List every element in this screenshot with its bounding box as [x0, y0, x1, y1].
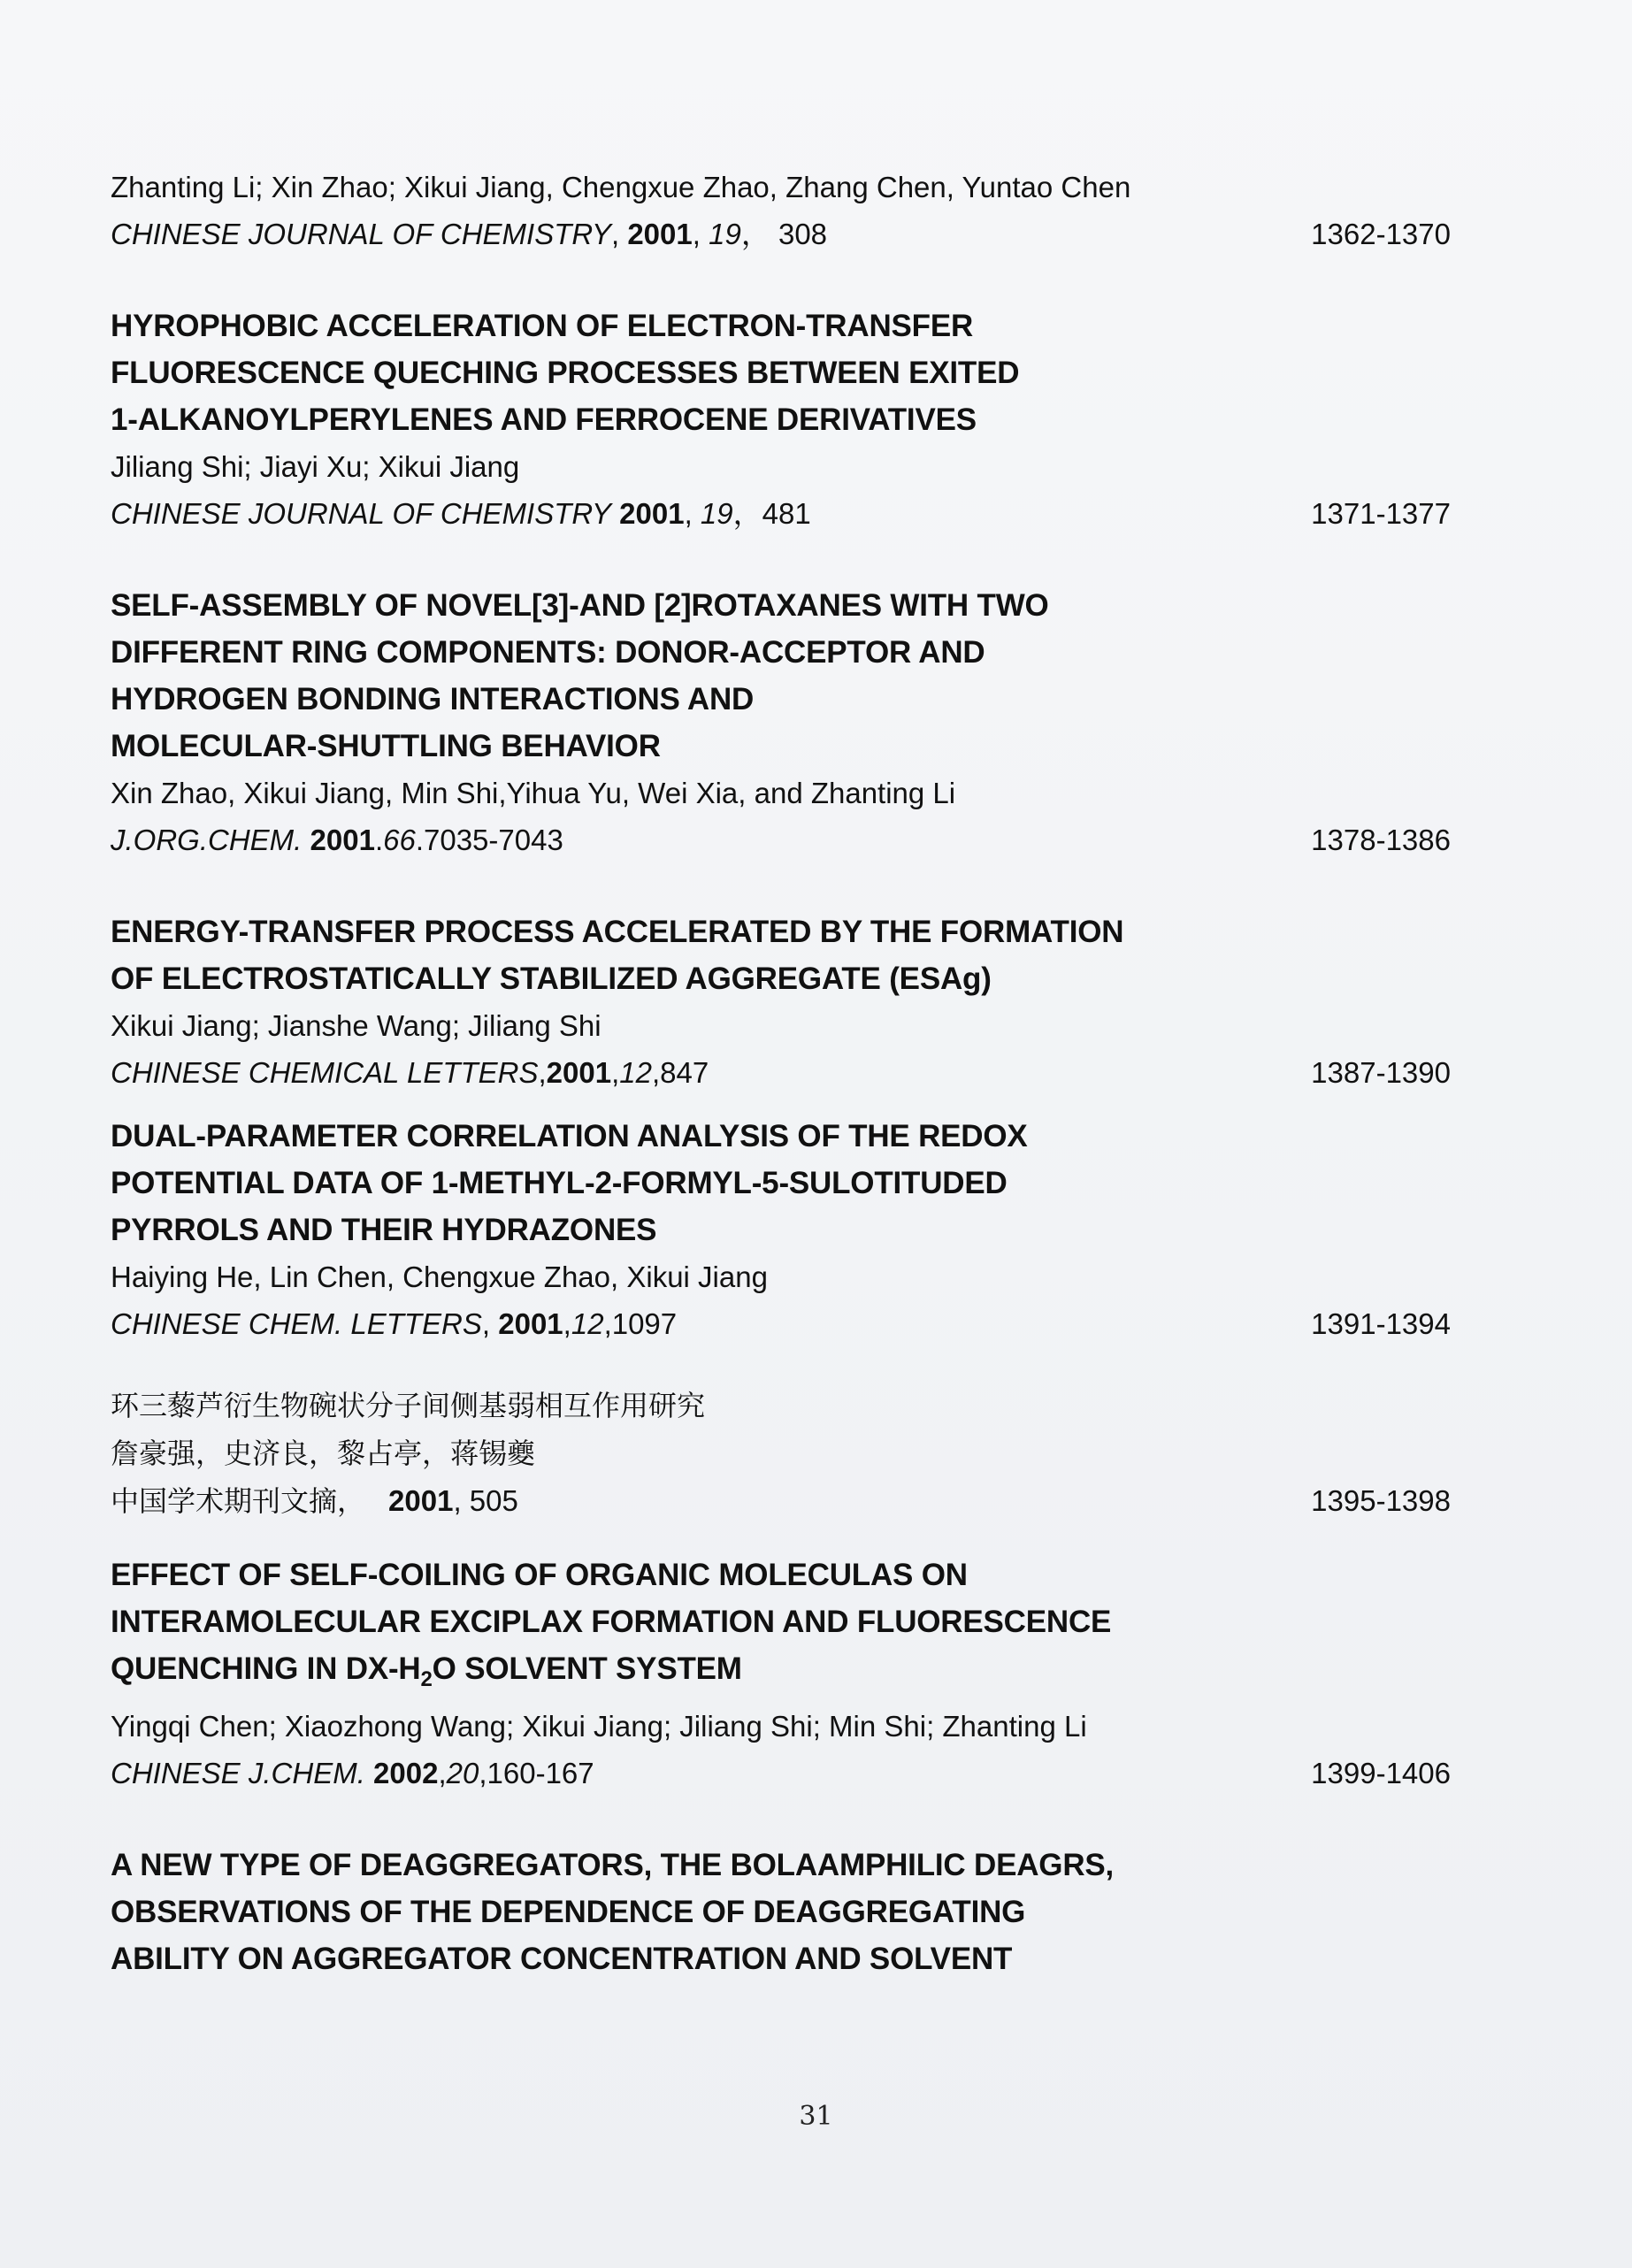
page-range: 1395-1398: [1311, 1484, 1451, 1517]
publication-entry-2: [111, 303, 1451, 538]
pub-year: 2001: [310, 824, 375, 856]
volume: 66: [383, 824, 416, 856]
publication-entry-4: [111, 908, 1451, 1097]
publication-entry-1: [111, 164, 1451, 258]
entry-title-line: A NEW TYPE OF DEAGGREGATORS, THE BOLAAMPHILIC DEAGRS,: [111, 1848, 1115, 1882]
entry-citation: CHINESE CHEMICAL LETTERS,2001,12,847 1387-1390: [111, 1049, 1451, 1097]
entry-title-line: PYRROLS AND THEIR HYDRAZONES: [111, 1213, 657, 1247]
volume: 19: [709, 218, 741, 250]
entry-title-line: OF ELECTROSTATICALLY STABILIZED AGGREGATE (ESAg): [111, 962, 992, 996]
page-range: 1387-1390: [1311, 1056, 1451, 1089]
journal-name: J.ORG.CHEM.: [111, 824, 303, 856]
page-number: 31: [799, 2101, 833, 2132]
entry-title-line: HYDROGEN BONDING INTERACTIONS AND: [111, 682, 755, 716]
pub-year: 2001: [627, 218, 693, 250]
entry-title-line: DUAL-PARAMETER CORRELATION ANALYSIS OF THE REDOX: [111, 1119, 1028, 1153]
publication-entry-5: [111, 1113, 1451, 1348]
entry-authors: Zhanting Li; Xin Zhao; Xikui Jiang, Chengxue Zhao, Zhang Chen, Yuntao Chen: [111, 171, 1131, 203]
page-range: 1362-1370: [1311, 218, 1451, 250]
pub-year: 2001: [619, 497, 685, 530]
publication-entry-8: [111, 1842, 1451, 1982]
entry-title-line: QUENCHING IN $DX-H_2O$ SOLVENT SYSTEM: [111, 1651, 742, 1691]
entry-title-line: ENERGY-TRANSFER PROCESS ACCELERATED BY THE FORMATION: [111, 915, 1124, 949]
pub-year: 2001: [546, 1056, 612, 1089]
volume: 19: [700, 497, 733, 530]
entry-title-line: DIFFERENT RING COMPONENTS: DONOR-ACCEPTOR AND: [111, 635, 985, 670]
entry-authors: Jiliang Shi; Jiayi Xu; Xikui Jiang: [111, 450, 520, 483]
entry-title-line: 1-ALKANOYLPERYLENES AND FERROCENE DERIVATIVES: [111, 402, 977, 437]
entry-title-line: ABILITY ON AGGREGATOR CONCENTRATION AND SOLVENT: [111, 1942, 1013, 1976]
pub-year: 2002: [373, 1757, 439, 1789]
entry-citation: 中国学术期刊文摘， 2001, 505 1395-1398: [111, 1477, 1451, 1525]
entry-title-line: OBSERVATIONS OF THE DEPENDENCE OF DEAGGREGATING: [111, 1895, 1026, 1929]
entry-citation: CHINESE CHEM. LETTERS, 2001,12,1097 1391-1394: [111, 1300, 1451, 1348]
entry-authors: Haiying He, Lin Chen, Chengxue Zhao, Xikui Jiang: [111, 1260, 768, 1293]
publication-list: [111, 164, 1451, 1982]
publication-entry-3: [111, 582, 1451, 864]
page-range: 1391-1394: [1311, 1307, 1451, 1340]
pub-year: 2001: [498, 1307, 563, 1340]
entry-citation: CHINESE JOURNAL OF CHEMISTRY 2001, 19，481 1371-1377: [111, 490, 1451, 538]
publication-entry-chinese: [111, 1382, 1451, 1525]
journal-name: 中国学术期刊文摘，: [111, 1484, 366, 1518]
entry-title-line: FLUORESCENCE QUECHING PROCESSES BETWEEN EXITED: [111, 356, 1020, 390]
entry-title-line: INTERAMOLECULAR EXCIPLAX FORMATION AND FLUORESCENCE: [111, 1605, 1112, 1639]
volume: 20: [446, 1757, 479, 1789]
entry-authors: Xin Zhao, Xikui Jiang, Min Shi,Yihua Yu, Wei Xia, and Zhanting Li: [111, 777, 956, 809]
page-range: 1378-1386: [1311, 824, 1451, 856]
entry-title: 环三藜芦衍生物碗状分子间侧基弱相互作用研究: [111, 1389, 706, 1422]
entry-authors: Yingqi Chen; Xiaozhong Wang; Xikui Jiang; Jiliang Shi; Min Shi; Zhanting Li: [111, 1710, 1087, 1743]
entry-authors: 詹豪强，史济良，黎占亭，蒋锡夔: [111, 1437, 536, 1470]
volume: 12: [619, 1056, 652, 1089]
page-range: 1371-1377: [1311, 497, 1451, 530]
entry-citation: CHINESE JOURNAL OF CHEMISTRY, 2001, 19， 308 1362-1370: [111, 211, 1451, 258]
journal-name: CHINESE JOURNAL OF CHEMISTRY: [111, 218, 611, 250]
publication-entry-7: [111, 1552, 1451, 1797]
entry-title-line: MOLECULAR-SHUTTLING BEHAVIOR: [111, 729, 661, 763]
journal-name: CHINESE CHEM. LETTERS: [111, 1307, 482, 1340]
entry-citation: J.ORG.CHEM. 2001.66.7035-7043 1378-1386: [111, 816, 1451, 864]
entry-title-line: SELF-ASSEMBLY OF NOVEL[3]-AND [2]ROTAXANES WITH TWO: [111, 588, 1049, 623]
entry-title-line: HYROPHOBIC ACCELERATION OF ELECTRON-TRANSFER: [111, 309, 974, 343]
volume: 12: [571, 1307, 604, 1340]
entry-title-line: EFFECT OF SELF-COILING OF ORGANIC MOLECULAS ON: [111, 1558, 968, 1592]
entry-citation: CHINESE J.CHEM. 2002,20,160-167 1399-1406: [111, 1750, 1451, 1797]
entry-authors: Xikui Jiang; Jianshe Wang; Jiliang Shi: [111, 1009, 601, 1042]
pub-year: 2001: [388, 1484, 454, 1517]
journal-name: CHINESE J.CHEM.: [111, 1757, 365, 1789]
page-range: 1399-1406: [1311, 1757, 1451, 1789]
entry-title-line: POTENTIAL DATA OF 1-METHYL-2-FORMYL-5-SULOTITUDED: [111, 1166, 1008, 1200]
journal-name: CHINESE CHEMICAL LETTERS: [111, 1056, 539, 1089]
journal-name: CHINESE JOURNAL OF CHEMISTRY: [111, 497, 611, 530]
